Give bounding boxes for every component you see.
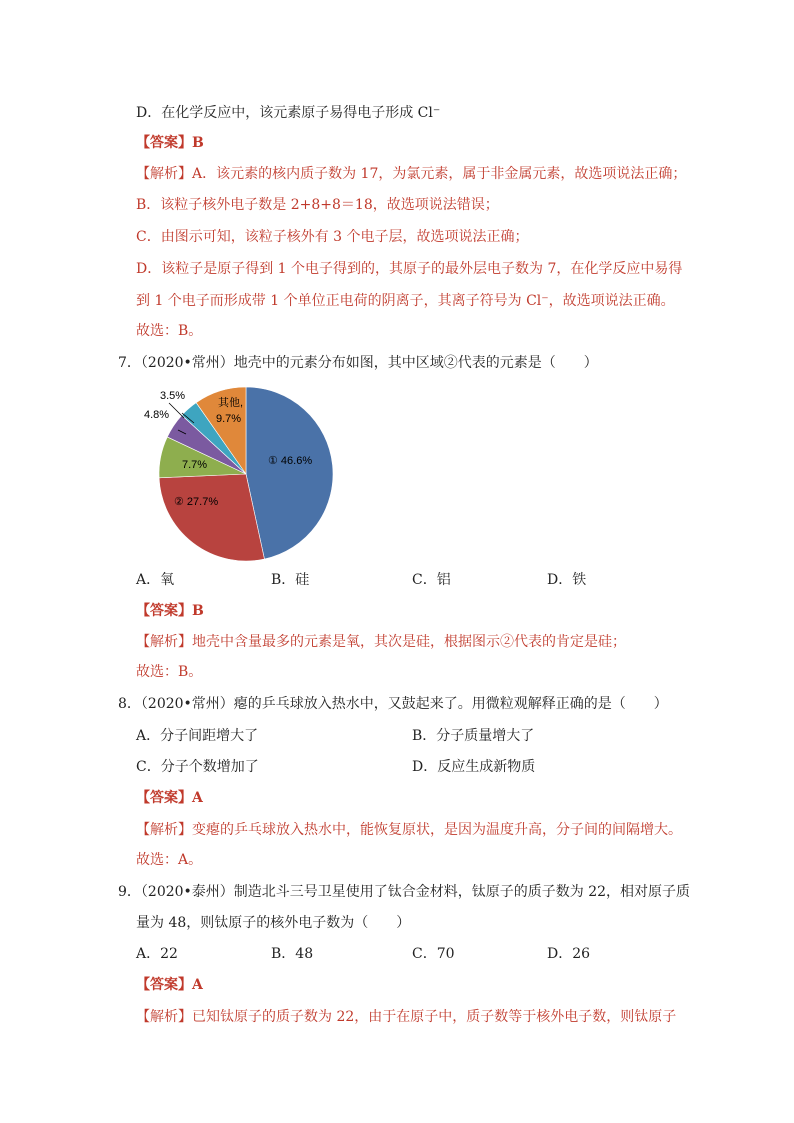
answer-q8: 【答案】A	[136, 790, 203, 806]
pie-label-other-value: 9.7%	[216, 413, 242, 425]
q8-option-b: B．分子质量增大了	[412, 728, 535, 744]
pie-label-other-name: 其他,	[218, 397, 244, 409]
selection-q6: 故选：B。	[136, 323, 203, 339]
option-d-q6: D．在化学反应中，该元素原子易得电子形成 Cl⁻	[136, 105, 441, 121]
q7-option-b: B．硅	[271, 572, 310, 588]
q8-option-c: C．分子个数增加了	[136, 759, 259, 775]
question-9-line1: 9．（2020•泰州）制造北斗三号卫星使用了钛合金材料，钛原子的质子数为 22，相对原子质	[118, 884, 691, 900]
question-7: 7．（2020•常州）地壳中的元素分布如图，其中区域②代表的元素是（ ）	[118, 355, 598, 371]
explanation-q9: 【解析】已知钛原子的质子数为 22，由于在原子中，质子数等于核外电子数，则钛原子	[136, 1009, 677, 1025]
pie-chart	[138, 378, 348, 568]
answer-q6: 【答案】B	[136, 135, 204, 151]
q9-option-c: C．70	[412, 946, 455, 962]
q7-option-a: A．氧	[136, 572, 175, 588]
q7-option-c: C．铝	[412, 572, 451, 588]
q8-option-a: A．分子间距增大了	[136, 728, 259, 744]
answer-q9: 【答案】A	[136, 977, 203, 993]
selection-q7: 故选：B。	[136, 664, 203, 680]
pie-label-7-7: 7.7%	[182, 459, 208, 471]
question-9-line2: 量为 48，则钛原子的核外电子数为（ ）	[136, 915, 411, 931]
explanation-q6-line2: B．该粒子核外电子数是 2+8+8＝18，故选项说法错误；	[136, 197, 499, 213]
question-8: 8．（2020•常州）瘪的乒乓球放入热水中，又鼓起来了。用微粒观解释正确的是（ ）	[118, 696, 668, 712]
explanation-q7: 【解析】地壳中含量最多的元素是氧，其次是硅，根据图示②代表的肯定是硅；	[136, 634, 626, 650]
pie-label-2: ② 27.7%	[174, 496, 219, 508]
explanation-q8: 【解析】变瘪的乒乓球放入热水中，能恢复原状，是因为温度升高，分子间的间隔增大。	[136, 822, 682, 838]
q7-option-d: D．铁	[547, 572, 587, 588]
q9-option-b: B．48	[271, 946, 314, 962]
q9-option-d: D．26	[547, 946, 591, 962]
selection-q8: 故选：A。	[136, 852, 203, 868]
pie-slice-2	[159, 474, 264, 561]
q8-option-d: D．反应生成新物质	[412, 759, 536, 775]
answer-q7: 【答案】B	[136, 603, 204, 619]
explanation-q6-line3: C．由图示可知，该粒子核外有 3 个电子层，故选项说法正确；	[136, 229, 529, 245]
q9-option-a: A．22	[136, 946, 178, 962]
explanation-q6-line4: D．该粒子是原子得到 1 个电子得到的，其原子的最外层电子数为 7，在化学反应中易得	[136, 261, 683, 277]
explanation-q6-line1: 【解析】A．该元素的核内质子数为 17，为氯元素，属于非金属元素，故选项说法正确；	[136, 166, 687, 182]
explanation-q6-line5: 到 1 个电子而形成带 1 个单位正电荷的阴离子，其离子符号为 Cl⁻，故选项说法正确。	[136, 293, 675, 309]
pie-label-4-8: 4.8%	[144, 409, 170, 421]
pie-label-3-5: 3.5%	[160, 390, 186, 402]
pie-label-1: ① 46.6%	[268, 455, 313, 467]
